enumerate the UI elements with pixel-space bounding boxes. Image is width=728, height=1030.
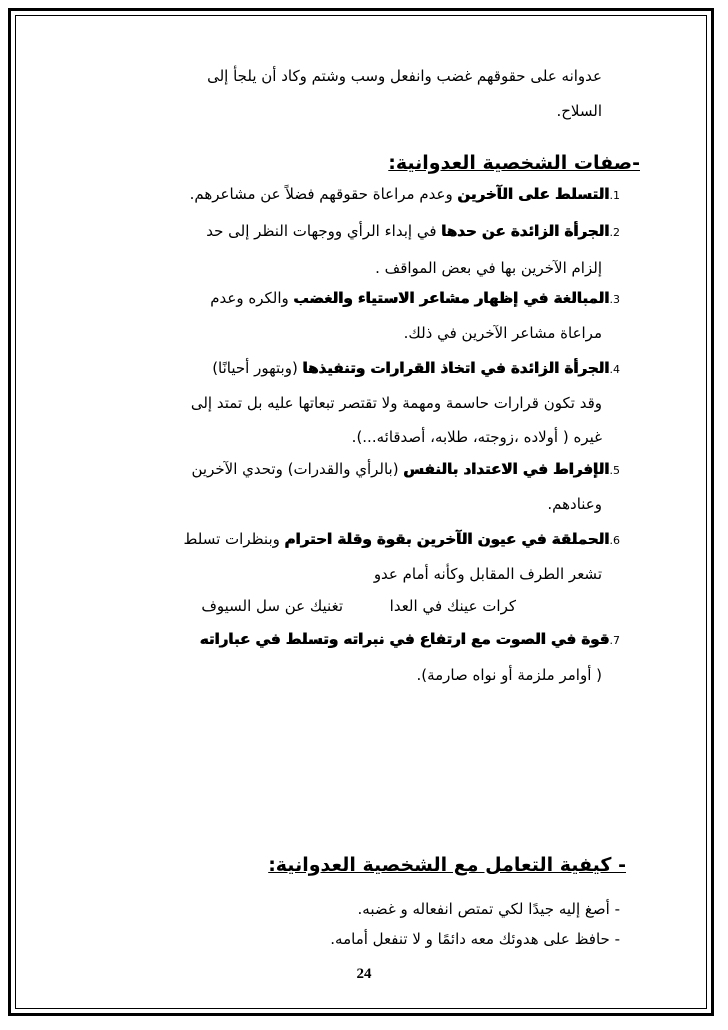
item-text: وعدم مراعاة حقوقهم فضلاً عن مشاعرهم. (189, 185, 458, 203)
item-emphasis: قوة في الصوت مع ارتفاع في نبراته وتسلط في عباراته (199, 630, 610, 648)
list-item-2 (206, 220, 620, 244)
tip-item-2: - حافظ على هدوئك معه دائمًا و لا تنفعل أمامه. (330, 930, 620, 948)
item-text: (بالرأي والقدرات) وتحدي الآخرين (191, 460, 404, 478)
intro-line-2: السلاح. (556, 102, 602, 120)
list-item-1 (190, 183, 620, 207)
item-emphasis: المبالغة في إظهار مشاعر الاستياء والغضب (293, 289, 610, 307)
list-item-3 (210, 287, 620, 311)
verse-second-hemistich: تغنيك عن سل السيوف (201, 597, 343, 615)
tip-item-1: - أصغ إليه جيدًا لكي تمتص انفعاله و غضبه. (357, 900, 620, 918)
item-text: في إبداء الرأي ووجهات النظر إلى حد (206, 222, 442, 240)
item-emphasis: الجرأة الزائدة في اتخاذ القرارات وتنفيذها (302, 359, 610, 377)
item-number: 2. (609, 226, 620, 239)
item-number: 7. (609, 634, 620, 647)
item-number: 5. (609, 464, 620, 477)
item-number: 6. (609, 534, 620, 547)
item-emphasis: التسلط على الآخرين (457, 185, 610, 203)
list-item-5-continuation: وعنادهم. (547, 495, 602, 513)
list-item-4-continuation-2: غيره ( أولاده ،زوجته، طلابه، أصدقائه...). (351, 428, 602, 446)
list-item-6-continuation: تشعر الطرف المقابل وكأنه أمام عدو (373, 565, 602, 583)
list-item-7 (200, 628, 620, 652)
list-item-3-continuation: مراعاة مشاعر الآخرين في ذلك. (403, 324, 602, 342)
list-item-4 (212, 357, 620, 381)
item-emphasis: الجرأة الزائدة عن حدها (441, 222, 610, 240)
item-emphasis: الإفراط في الاعتداد بالنفس (403, 460, 610, 478)
item-emphasis: الحملقة في عيون الآخرين بقوة وقلة احترام (284, 530, 610, 548)
list-item-4-continuation-1: وقد تكون قرارات حاسمة ومهمة ولا تقتصر تبعاتها عليه بل تمتد إلى (190, 394, 602, 412)
item-number: 4. (609, 363, 620, 376)
item-text: (وبتهور أحيانًا) (212, 359, 303, 377)
section-heading-dealing: - كيفية التعامل مع الشخصية العدوانية: (268, 854, 626, 876)
item-number: 3. (609, 293, 620, 306)
intro-line-1: عدوانه على حقوقهم غضب وانفعل وسب وشتم وكاد أن يلجأ إلى (207, 67, 602, 85)
list-item-5 (192, 458, 621, 482)
list-item-6 (184, 528, 620, 552)
list-item-7-continuation: ( أوامر ملزمة أو نواه صارمة). (416, 666, 602, 684)
item-number: 1. (609, 189, 620, 202)
item-text: والكره وعدم (210, 289, 294, 307)
section-heading-traits: -صفات الشخصية العدوانية: (388, 152, 640, 174)
page-number: 24 (356, 966, 372, 982)
item-text: وبنظرات تسلط (183, 530, 285, 548)
verse-first-hemistich: كرات عينك في العدا (389, 597, 516, 615)
list-item-2-continuation: إلزام الآخرين بها في بعض المواقف . (375, 259, 602, 277)
